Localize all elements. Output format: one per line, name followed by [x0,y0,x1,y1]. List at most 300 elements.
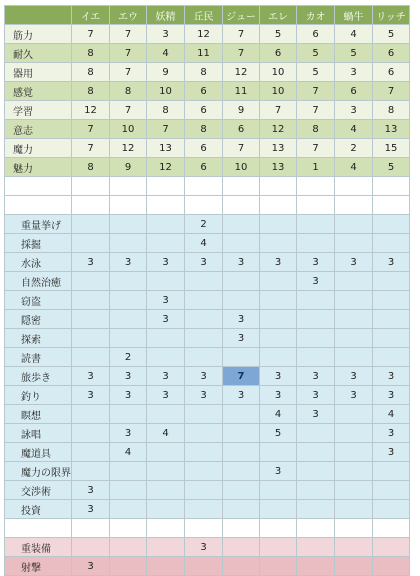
skill-label: 重装備 [5,538,72,557]
table-row [5,120,410,139]
value-cell [147,500,185,519]
value-cell [147,443,185,462]
value-cell [260,234,297,253]
column-header: ジュー [223,6,260,25]
value-cell: 4 [260,405,297,424]
value-cell: 3 [147,310,185,329]
value-cell [373,215,410,234]
spacer-cell [260,177,297,196]
value-cell [110,500,147,519]
value-cell: 7 [72,139,110,158]
stat-label: 筋力 [5,25,72,44]
table-row [5,500,410,519]
spacer-cell [147,177,185,196]
spacer-cell [335,519,373,538]
value-cell: 10 [223,158,260,177]
column-header: エウ [110,6,147,25]
value-cell: 12 [223,63,260,82]
value-cell: 6 [223,120,260,139]
value-cell: 9 [110,158,147,177]
table-row [5,386,410,405]
value-cell [185,405,223,424]
value-cell: 10 [147,82,185,101]
column-header: エレ [260,6,297,25]
value-cell: 6 [373,44,410,63]
value-cell [72,538,110,557]
value-cell: 8 [72,82,110,101]
value-cell [110,405,147,424]
skill-label: 探索 [5,329,72,348]
value-cell: 3 [373,443,410,462]
skill-label: 自然治癒 [5,272,72,291]
spacer-row [5,177,410,196]
spacer-cell [297,196,335,215]
value-cell [335,500,373,519]
table-row [5,82,410,101]
skill-label: 射撃 [5,557,72,576]
value-cell [223,424,260,443]
value-cell [185,500,223,519]
table-row [5,63,410,82]
table-row [5,538,410,557]
value-cell [223,348,260,367]
value-cell [335,405,373,424]
value-cell [335,272,373,291]
spacer-cell [335,177,373,196]
value-cell [335,215,373,234]
value-cell [260,557,297,576]
value-cell [260,215,297,234]
value-cell [185,291,223,310]
value-cell: 10 [260,63,297,82]
value-cell [335,443,373,462]
spacer-cell [72,177,110,196]
skill-label: 重量挙げ [5,215,72,234]
value-cell [147,329,185,348]
value-cell: 3 [147,25,185,44]
value-cell [110,538,147,557]
value-cell [72,405,110,424]
column-header: リッチ [373,6,410,25]
value-cell: 5 [260,25,297,44]
value-cell [335,424,373,443]
value-cell: 12 [185,25,223,44]
value-cell: 3 [147,367,185,386]
spacer-cell [297,177,335,196]
value-cell [260,443,297,462]
value-cell [72,291,110,310]
value-cell: 8 [110,82,147,101]
value-cell [223,443,260,462]
value-cell: 6 [185,82,223,101]
table-row [5,348,410,367]
value-cell: 3 [223,253,260,272]
value-cell [373,538,410,557]
table-body [5,25,410,576]
value-cell: 7 [373,82,410,101]
value-cell: 4 [373,405,410,424]
value-cell: 8 [185,120,223,139]
value-cell [110,329,147,348]
value-cell [335,329,373,348]
value-cell: 8 [72,63,110,82]
skill-label: 釣り [5,386,72,405]
spacer-cell [185,177,223,196]
value-cell [72,443,110,462]
table-row [5,462,410,481]
stat-label: 意志 [5,120,72,139]
value-cell: 3 [223,310,260,329]
skill-label: 瞑想 [5,405,72,424]
table-row [5,405,410,424]
spacer-cell [147,196,185,215]
value-cell [110,272,147,291]
spacer-cell [110,177,147,196]
value-cell: 3 [260,462,297,481]
skill-label: 採掘 [5,234,72,253]
value-cell [223,481,260,500]
spacer-cell [373,519,410,538]
spacer-cell [223,177,260,196]
value-cell [185,462,223,481]
value-cell [335,291,373,310]
skill-label: 交渉術 [5,481,72,500]
value-cell: 4 [147,424,185,443]
value-cell [185,310,223,329]
value-cell: 2 [110,348,147,367]
table-row [5,25,410,44]
value-cell [223,557,260,576]
value-cell: 3 [335,101,373,120]
value-cell: 3 [335,386,373,405]
value-cell [72,234,110,253]
skill-label: 詠唱 [5,424,72,443]
value-cell [147,272,185,291]
value-cell: 6 [373,63,410,82]
value-cell: 3 [110,253,147,272]
value-cell: 7 [72,25,110,44]
stat-label: 耐久 [5,44,72,63]
value-cell: 12 [110,139,147,158]
value-cell [297,443,335,462]
value-cell: 8 [185,63,223,82]
value-cell: 7 [297,82,335,101]
value-cell [297,500,335,519]
highlighted-value-cell: 7 [223,367,260,386]
value-cell [72,310,110,329]
value-cell [110,462,147,481]
skill-label: 水泳 [5,253,72,272]
value-cell [147,405,185,424]
spacer-cell [260,519,297,538]
value-cell: 4 [147,44,185,63]
skill-label: 旅歩き [5,367,72,386]
value-cell: 3 [147,386,185,405]
table-row [5,481,410,500]
value-cell [297,557,335,576]
value-cell: 7 [110,25,147,44]
value-cell: 3 [260,386,297,405]
table-row [5,291,410,310]
value-cell [147,557,185,576]
stat-label: 感覚 [5,82,72,101]
value-cell: 9 [147,63,185,82]
value-cell [260,348,297,367]
value-cell [297,310,335,329]
value-cell: 3 [72,500,110,519]
value-cell [373,462,410,481]
value-cell [110,215,147,234]
value-cell: 7 [297,101,335,120]
value-cell [373,272,410,291]
value-cell: 3 [335,253,373,272]
value-cell: 3 [260,367,297,386]
value-cell: 7 [147,120,185,139]
value-cell: 3 [147,291,185,310]
value-cell: 3 [297,386,335,405]
stat-label: 魔力 [5,139,72,158]
value-cell [185,424,223,443]
value-cell: 13 [260,158,297,177]
value-cell: 8 [373,101,410,120]
value-cell [185,443,223,462]
value-cell [373,481,410,500]
value-cell [373,310,410,329]
value-cell [110,234,147,253]
value-cell [110,557,147,576]
value-cell [72,272,110,291]
value-cell [223,500,260,519]
value-cell: 3 [72,481,110,500]
spacer-cell [223,196,260,215]
value-cell: 3 [223,329,260,348]
value-cell [223,462,260,481]
value-cell: 8 [297,120,335,139]
value-cell [147,462,185,481]
spacer-cell [297,519,335,538]
value-cell: 9 [223,101,260,120]
value-cell: 7 [223,25,260,44]
value-cell [223,272,260,291]
value-cell [72,215,110,234]
value-cell [223,215,260,234]
value-cell [260,310,297,329]
value-cell [147,481,185,500]
spacer-cell [185,519,223,538]
value-cell: 6 [260,44,297,63]
value-cell: 1 [297,158,335,177]
skill-label: 読書 [5,348,72,367]
value-cell [297,538,335,557]
spacer-cell [335,196,373,215]
table-row [5,101,410,120]
value-cell: 6 [185,158,223,177]
spacer-cell [185,196,223,215]
table-row [5,443,410,462]
value-cell [335,557,373,576]
header-corner-cell [5,6,72,25]
value-cell [297,348,335,367]
spacer-cell [223,519,260,538]
value-cell: 3 [297,253,335,272]
value-cell: 6 [297,25,335,44]
value-cell [373,500,410,519]
value-cell: 4 [335,158,373,177]
value-cell: 5 [297,63,335,82]
spacer-row [5,196,410,215]
column-header: カオ [297,6,335,25]
value-cell: 5 [260,424,297,443]
value-cell: 3 [297,272,335,291]
value-cell: 3 [373,386,410,405]
stat-label: 学習 [5,101,72,120]
value-cell: 4 [110,443,147,462]
value-cell: 12 [147,158,185,177]
value-cell [185,272,223,291]
value-cell: 3 [373,253,410,272]
stat-label: 魅力 [5,158,72,177]
value-cell [147,234,185,253]
value-cell [373,291,410,310]
value-cell [185,557,223,576]
value-cell: 5 [373,25,410,44]
value-cell [260,272,297,291]
skill-label: 魔道具 [5,443,72,462]
stat-label: 器用 [5,63,72,82]
value-cell: 7 [223,44,260,63]
value-cell [260,329,297,348]
value-cell: 3 [72,386,110,405]
value-cell [72,329,110,348]
value-cell [223,291,260,310]
value-cell [110,310,147,329]
value-cell: 3 [335,63,373,82]
value-cell [297,234,335,253]
value-cell: 8 [147,101,185,120]
value-cell: 2 [335,139,373,158]
table-row [5,44,410,63]
value-cell [297,215,335,234]
value-cell [185,329,223,348]
value-cell [260,291,297,310]
value-cell: 7 [110,63,147,82]
value-cell: 11 [223,82,260,101]
value-cell: 3 [373,367,410,386]
value-cell: 7 [260,101,297,120]
column-header: 蝸牛 [335,6,373,25]
spacer-cell [110,196,147,215]
value-cell: 3 [335,367,373,386]
value-cell: 7 [72,120,110,139]
value-cell: 3 [110,386,147,405]
table-row [5,253,410,272]
spacer-cell [5,177,72,196]
value-cell: 6 [185,139,223,158]
spacer-cell [373,196,410,215]
value-cell [297,462,335,481]
value-cell: 12 [72,101,110,120]
value-cell [72,462,110,481]
spacer-cell [147,519,185,538]
value-cell: 4 [335,120,373,139]
value-cell [110,481,147,500]
value-cell: 3 [297,405,335,424]
value-cell [185,481,223,500]
column-header: イエ [72,6,110,25]
value-cell: 10 [110,120,147,139]
value-cell [110,291,147,310]
value-cell: 13 [147,139,185,158]
value-cell [147,348,185,367]
value-cell: 4 [335,25,373,44]
value-cell [297,291,335,310]
value-cell: 3 [72,253,110,272]
value-cell [223,538,260,557]
spacer-cell [5,196,72,215]
table-row [5,310,410,329]
value-cell [335,348,373,367]
value-cell [297,481,335,500]
value-cell [223,405,260,424]
spacer-cell [260,196,297,215]
value-cell: 15 [373,139,410,158]
table-row [5,329,410,348]
value-cell: 3 [110,424,147,443]
value-cell: 3 [373,424,410,443]
value-cell: 5 [335,44,373,63]
value-cell [260,500,297,519]
value-cell [185,348,223,367]
table-row [5,215,410,234]
value-cell [335,462,373,481]
value-cell [297,329,335,348]
value-cell [223,234,260,253]
spacer-cell [72,519,110,538]
value-cell: 6 [185,101,223,120]
value-cell: 10 [260,82,297,101]
table-row [5,424,410,443]
value-cell: 3 [185,386,223,405]
column-header: 妖精 [147,6,185,25]
value-cell: 5 [373,158,410,177]
value-cell [373,234,410,253]
value-cell: 3 [110,367,147,386]
table-row [5,367,410,386]
table-row [5,158,410,177]
value-cell: 2 [185,215,223,234]
value-cell: 3 [147,253,185,272]
value-cell [72,424,110,443]
value-cell: 7 [110,101,147,120]
column-header: 丘民 [185,6,223,25]
value-cell [147,538,185,557]
value-cell: 3 [223,386,260,405]
skill-label: 隠密 [5,310,72,329]
value-cell: 3 [72,557,110,576]
value-cell: 3 [297,367,335,386]
value-cell: 7 [223,139,260,158]
spacer-cell [72,196,110,215]
value-cell [335,234,373,253]
value-cell: 11 [185,44,223,63]
value-cell: 6 [335,82,373,101]
value-cell [297,424,335,443]
value-cell: 3 [72,367,110,386]
value-cell [260,538,297,557]
value-cell: 13 [260,139,297,158]
spacer-cell [373,177,410,196]
value-cell: 3 [185,253,223,272]
